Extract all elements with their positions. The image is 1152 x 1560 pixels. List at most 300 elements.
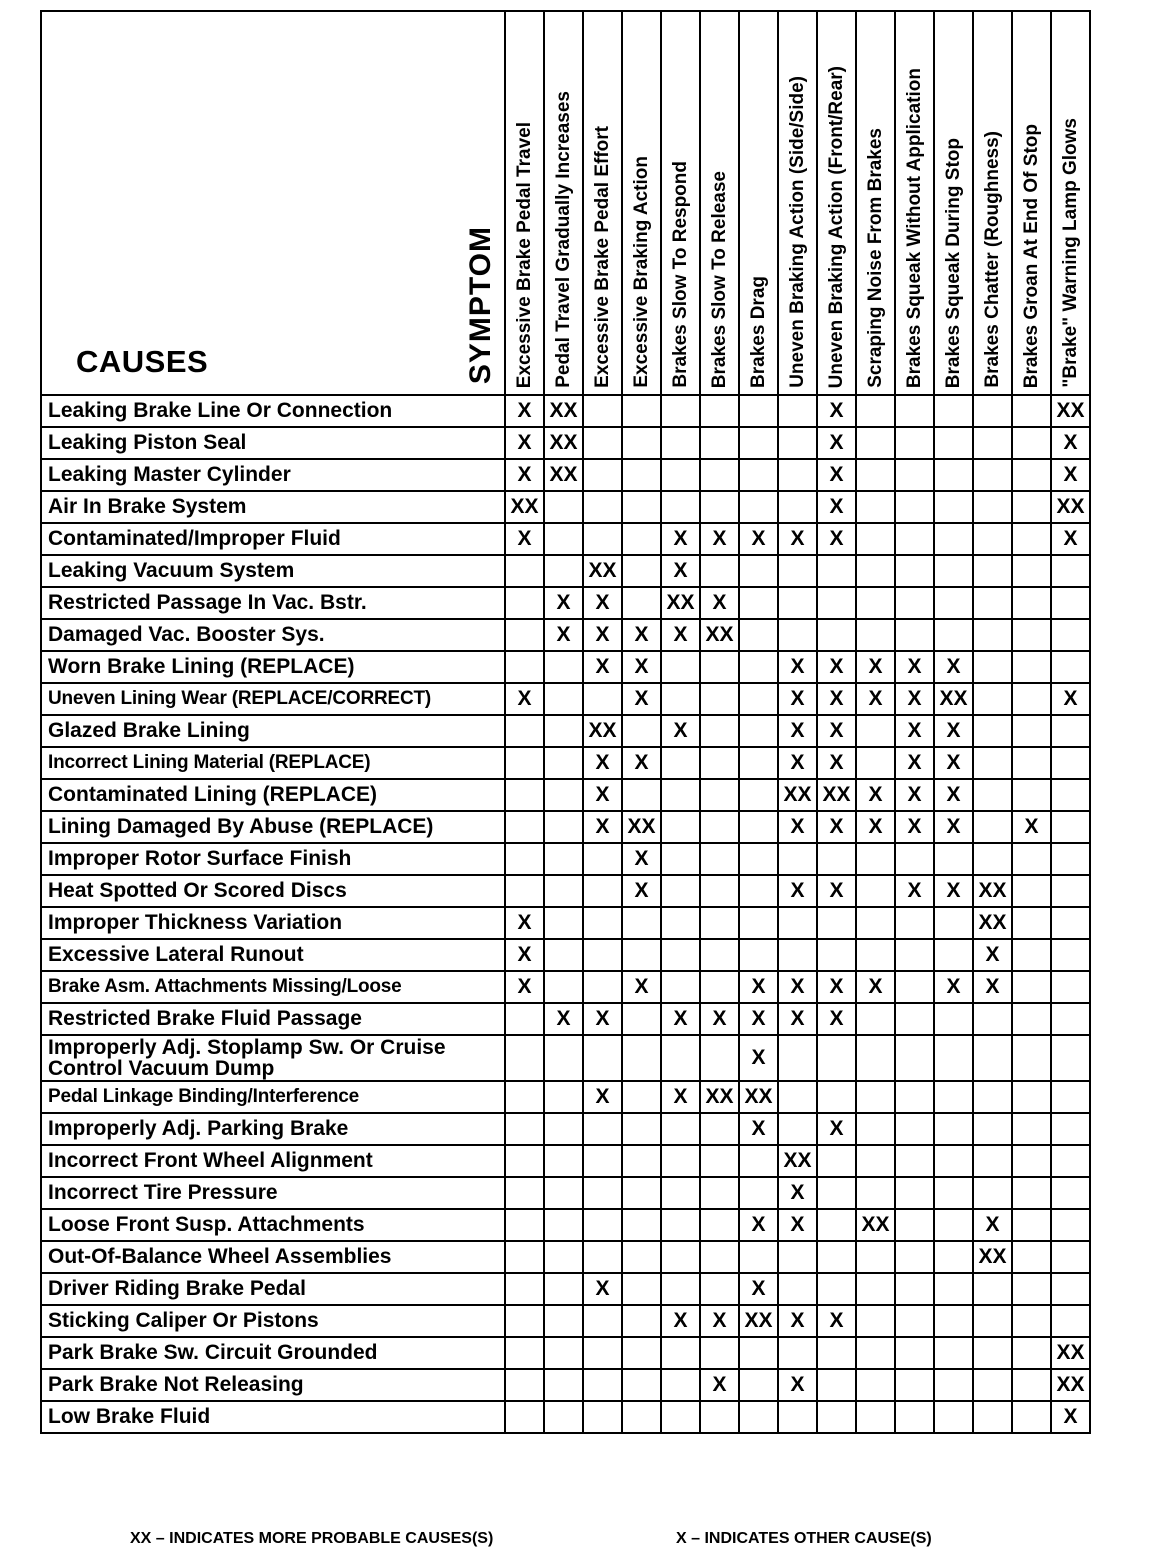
mark-cell [700, 1241, 739, 1273]
mark-cell [934, 555, 973, 587]
mark-cell [700, 843, 739, 875]
mark-cell: X [622, 875, 661, 907]
mark-cell [505, 779, 544, 811]
mark-cell [934, 1145, 973, 1177]
mark-cell [544, 555, 583, 587]
mark-cell: X [700, 523, 739, 555]
mark-cell [622, 907, 661, 939]
mark-cell [778, 1273, 817, 1305]
mark-cell [700, 459, 739, 491]
mark-cell [583, 971, 622, 1003]
cause-label: Sticking Caliper Or Pistons [41, 1305, 505, 1337]
mark-cell [973, 715, 1012, 747]
cause-label: Leaking Piston Seal [41, 427, 505, 459]
mark-cell [700, 683, 739, 715]
mark-cell [934, 1305, 973, 1337]
mark-cell [1051, 971, 1090, 1003]
mark-cell [934, 459, 973, 491]
mark-cell [622, 715, 661, 747]
mark-cell [622, 1035, 661, 1081]
mark-cell [505, 1305, 544, 1337]
symptom-column-header [895, 11, 934, 395]
cause-label: Brake Asm. Attachments Missing/Loose [41, 971, 505, 1003]
mark-cell [661, 811, 700, 843]
mark-cell: X [934, 715, 973, 747]
mark-cell [544, 907, 583, 939]
table-row [41, 683, 1090, 715]
mark-cell [895, 971, 934, 1003]
mark-cell [895, 587, 934, 619]
mark-cell [505, 1113, 544, 1145]
mark-cell [973, 587, 1012, 619]
mark-cell [661, 875, 700, 907]
mark-cell: X [700, 1369, 739, 1401]
mark-cell [739, 1337, 778, 1369]
mark-cell [739, 555, 778, 587]
mark-cell [661, 939, 700, 971]
mark-cell [661, 907, 700, 939]
table-row [41, 651, 1090, 683]
mark-cell [973, 459, 1012, 491]
symptom-column-header [622, 11, 661, 395]
mark-cell: X [661, 619, 700, 651]
mark-cell: XX [1051, 1369, 1090, 1401]
mark-cell [739, 1401, 778, 1433]
table-row [41, 1305, 1090, 1337]
symptom-column-header [739, 11, 778, 395]
mark-cell [544, 1369, 583, 1401]
mark-cell [583, 907, 622, 939]
cause-label: Leaking Vacuum System [41, 555, 505, 587]
mark-cell: XX [739, 1305, 778, 1337]
mark-cell: X [700, 1003, 739, 1035]
cause-label: Worn Brake Lining (REPLACE) [41, 651, 505, 683]
mark-cell [583, 875, 622, 907]
mark-cell [973, 1273, 1012, 1305]
mark-cell [622, 523, 661, 555]
mark-cell: XX [583, 715, 622, 747]
mark-cell: X [778, 747, 817, 779]
table-row [41, 971, 1090, 1003]
symptom-column-header [544, 11, 583, 395]
mark-cell [1012, 395, 1051, 427]
cause-label: Air In Brake System [41, 491, 505, 523]
mark-cell [544, 939, 583, 971]
mark-cell: X [817, 1003, 856, 1035]
mark-cell: X [583, 779, 622, 811]
mark-cell [661, 747, 700, 779]
mark-cell: X [973, 939, 1012, 971]
mark-cell [700, 491, 739, 523]
mark-cell [778, 395, 817, 427]
mark-cell [661, 1273, 700, 1305]
mark-cell [622, 779, 661, 811]
legend-more-probable: XX – INDICATES MORE PROBABLE CAUSES(S) [130, 1530, 494, 1547]
mark-cell [700, 907, 739, 939]
mark-cell [934, 1035, 973, 1081]
mark-cell [973, 619, 1012, 651]
mark-cell [817, 555, 856, 587]
mark-cell [505, 1081, 544, 1113]
mark-cell: X [778, 1369, 817, 1401]
mark-cell [817, 907, 856, 939]
mark-cell [856, 1337, 895, 1369]
mark-cell: X [778, 1177, 817, 1209]
mark-cell [661, 779, 700, 811]
mark-cell [856, 587, 895, 619]
mark-cell [622, 1241, 661, 1273]
mark-cell: X [817, 747, 856, 779]
mark-cell [856, 1273, 895, 1305]
mark-cell: X [544, 587, 583, 619]
cause-label: Incorrect Front Wheel Alignment [41, 1145, 505, 1177]
mark-cell [739, 747, 778, 779]
mark-cell [934, 491, 973, 523]
mark-cell: X [778, 971, 817, 1003]
mark-cell [895, 1177, 934, 1209]
mark-cell [544, 683, 583, 715]
mark-cell [544, 523, 583, 555]
symptom-column-header [778, 11, 817, 395]
mark-cell [973, 1401, 1012, 1433]
mark-cell: X [505, 459, 544, 491]
mark-cell [661, 651, 700, 683]
table-row [41, 587, 1090, 619]
mark-cell [1051, 1145, 1090, 1177]
mark-cell [856, 619, 895, 651]
mark-cell [661, 683, 700, 715]
mark-cell [622, 1003, 661, 1035]
cause-label: Incorrect Tire Pressure [41, 1177, 505, 1209]
mark-cell: X [817, 427, 856, 459]
mark-cell [856, 1003, 895, 1035]
mark-cell [583, 1145, 622, 1177]
mark-cell: XX [973, 875, 1012, 907]
mark-cell [895, 1369, 934, 1401]
mark-cell: X [583, 1003, 622, 1035]
mark-cell [1012, 683, 1051, 715]
mark-cell [661, 1337, 700, 1369]
mark-cell [856, 875, 895, 907]
mark-cell [505, 1401, 544, 1433]
mark-cell [895, 523, 934, 555]
mark-cell [817, 1273, 856, 1305]
symptom-heading: SYMPTOM [464, 225, 497, 384]
mark-cell: X [817, 459, 856, 491]
symptom-label: Excessive Braking Action [630, 156, 652, 388]
mark-cell [544, 1177, 583, 1209]
mark-cell [778, 1113, 817, 1145]
mark-cell [1051, 1209, 1090, 1241]
mark-cell [778, 907, 817, 939]
mark-cell [739, 651, 778, 683]
mark-cell [700, 1273, 739, 1305]
mark-cell: XX [739, 1081, 778, 1113]
mark-cell: X [895, 683, 934, 715]
mark-cell [895, 1035, 934, 1081]
symptom-label: Excessive Brake Pedal Travel [513, 121, 535, 388]
table-row [41, 1003, 1090, 1035]
mark-cell [934, 523, 973, 555]
mark-cell [973, 523, 1012, 555]
table-row [41, 427, 1090, 459]
mark-cell [895, 1113, 934, 1145]
mark-cell [934, 1113, 973, 1145]
table-body [41, 395, 1090, 1433]
mark-cell: X [817, 683, 856, 715]
mark-cell: X [817, 1113, 856, 1145]
mark-cell [778, 1337, 817, 1369]
mark-cell: X [778, 523, 817, 555]
mark-cell [583, 1305, 622, 1337]
mark-cell [544, 1401, 583, 1433]
mark-cell [973, 1145, 1012, 1177]
mark-cell [739, 1145, 778, 1177]
mark-cell [622, 587, 661, 619]
mark-cell [856, 1241, 895, 1273]
mark-cell [739, 1241, 778, 1273]
mark-cell [700, 1035, 739, 1081]
mark-cell [1012, 1401, 1051, 1433]
table-row [41, 1209, 1090, 1241]
symptom-label: Excessive Brake Pedal Effort [591, 126, 613, 388]
mark-cell: X [934, 971, 973, 1003]
table-row [41, 523, 1090, 555]
mark-cell: X [817, 875, 856, 907]
mark-cell [661, 971, 700, 1003]
mark-cell: X [505, 395, 544, 427]
cause-label: Pedal Linkage Binding/Interference [41, 1081, 505, 1113]
cause-label: Restricted Brake Fluid Passage [41, 1003, 505, 1035]
table-row [41, 491, 1090, 523]
mark-cell: X [817, 395, 856, 427]
mark-cell [1051, 843, 1090, 875]
table-row [41, 1081, 1090, 1113]
mark-cell [778, 619, 817, 651]
mark-cell [700, 1113, 739, 1145]
mark-cell [817, 1035, 856, 1081]
mark-cell [856, 715, 895, 747]
mark-cell [895, 1081, 934, 1113]
mark-cell: X [895, 811, 934, 843]
mark-cell: X [622, 619, 661, 651]
mark-cell [1012, 1113, 1051, 1145]
cause-label: Improper Thickness Variation [41, 907, 505, 939]
mark-cell [856, 747, 895, 779]
symptom-label: Brakes Drag [747, 276, 769, 388]
mark-cell: X [505, 939, 544, 971]
table-row [41, 1035, 1090, 1081]
mark-cell [1012, 747, 1051, 779]
mark-cell: XX [544, 427, 583, 459]
cause-label: Out-Of-Balance Wheel Assemblies [41, 1241, 505, 1273]
mark-cell [1012, 427, 1051, 459]
mark-cell [544, 1241, 583, 1273]
mark-cell [778, 939, 817, 971]
table-row [41, 747, 1090, 779]
mark-cell [1012, 1305, 1051, 1337]
mark-cell [505, 1035, 544, 1081]
mark-cell [856, 939, 895, 971]
mark-cell [895, 395, 934, 427]
mark-cell: X [817, 491, 856, 523]
mark-cell [583, 1035, 622, 1081]
cause-symptom-table [40, 10, 1091, 1434]
mark-cell [934, 907, 973, 939]
symptom-label: "Brake" Warning Lamp Glows [1059, 118, 1081, 388]
mark-cell: XX [700, 1081, 739, 1113]
mark-cell: X [856, 779, 895, 811]
mark-cell [934, 1401, 973, 1433]
mark-cell [544, 1081, 583, 1113]
mark-cell [583, 427, 622, 459]
mark-cell [544, 843, 583, 875]
mark-cell: X [934, 651, 973, 683]
mark-cell [778, 491, 817, 523]
mark-cell [817, 1177, 856, 1209]
mark-cell: X [895, 875, 934, 907]
mark-cell [856, 459, 895, 491]
mark-cell [1051, 619, 1090, 651]
mark-cell: X [622, 971, 661, 1003]
mark-cell [622, 491, 661, 523]
mark-cell: X [700, 587, 739, 619]
mark-cell: X [505, 523, 544, 555]
cause-label: Damaged Vac. Booster Sys. [41, 619, 505, 651]
mark-cell [1012, 459, 1051, 491]
cause-label: Excessive Lateral Runout [41, 939, 505, 971]
mark-cell: X [817, 811, 856, 843]
mark-cell [856, 555, 895, 587]
cause-label: Loose Front Susp. Attachments [41, 1209, 505, 1241]
mark-cell [778, 587, 817, 619]
mark-cell [1051, 715, 1090, 747]
mark-cell [739, 491, 778, 523]
mark-cell [934, 619, 973, 651]
mark-cell [622, 1081, 661, 1113]
mark-cell: X [778, 1305, 817, 1337]
mark-cell [700, 1145, 739, 1177]
mark-cell [895, 1209, 934, 1241]
mark-cell [1012, 587, 1051, 619]
cause-label: Heat Spotted Or Scored Discs [41, 875, 505, 907]
mark-cell [700, 811, 739, 843]
mark-cell [973, 1081, 1012, 1113]
mark-cell [1051, 1273, 1090, 1305]
mark-cell [583, 939, 622, 971]
mark-cell: X [505, 683, 544, 715]
mark-cell [700, 747, 739, 779]
table-row [41, 1401, 1090, 1433]
cause-label: Driver Riding Brake Pedal [41, 1273, 505, 1305]
mark-cell [700, 875, 739, 907]
mark-cell [622, 1177, 661, 1209]
table-row [41, 459, 1090, 491]
mark-cell [895, 1145, 934, 1177]
mark-cell [700, 939, 739, 971]
mark-cell [856, 491, 895, 523]
mark-cell: X [739, 971, 778, 1003]
cause-label: Incorrect Lining Material (REPLACE) [41, 747, 505, 779]
mark-cell [1051, 1113, 1090, 1145]
mark-cell [583, 1401, 622, 1433]
mark-cell [739, 939, 778, 971]
mark-cell [895, 1305, 934, 1337]
mark-cell [1051, 1241, 1090, 1273]
mark-cell: XX [622, 811, 661, 843]
mark-cell: X [661, 1081, 700, 1113]
mark-cell [895, 1241, 934, 1273]
mark-cell [622, 555, 661, 587]
mark-cell [856, 1369, 895, 1401]
mark-cell [895, 1273, 934, 1305]
mark-cell [739, 811, 778, 843]
mark-cell [778, 427, 817, 459]
mark-cell [739, 1369, 778, 1401]
mark-cell [622, 1209, 661, 1241]
mark-cell [856, 523, 895, 555]
mark-cell: X [778, 651, 817, 683]
mark-cell: X [817, 1305, 856, 1337]
mark-cell [583, 459, 622, 491]
mark-cell [661, 1241, 700, 1273]
mark-cell [973, 1177, 1012, 1209]
mark-cell [700, 715, 739, 747]
symptom-label: Scraping Noise From Brakes [864, 128, 886, 388]
mark-cell [1051, 939, 1090, 971]
mark-cell [856, 1113, 895, 1145]
mark-cell [1012, 907, 1051, 939]
mark-cell [1012, 523, 1051, 555]
mark-cell [622, 1401, 661, 1433]
mark-cell: X [895, 779, 934, 811]
mark-cell: XX [700, 619, 739, 651]
mark-cell: XX [1051, 491, 1090, 523]
table-row [41, 875, 1090, 907]
mark-cell [622, 395, 661, 427]
table-row [41, 395, 1090, 427]
mark-cell: X [895, 651, 934, 683]
header-row [41, 11, 1090, 395]
mark-cell [856, 1145, 895, 1177]
mark-cell [544, 1273, 583, 1305]
mark-cell [622, 1337, 661, 1369]
mark-cell [739, 1177, 778, 1209]
symptom-column-header [856, 11, 895, 395]
mark-cell: X [817, 715, 856, 747]
mark-cell [739, 459, 778, 491]
mark-cell: X [778, 1003, 817, 1035]
mark-cell: X [544, 619, 583, 651]
table-row [41, 1273, 1090, 1305]
mark-cell: XX [1051, 1337, 1090, 1369]
mark-cell [1012, 875, 1051, 907]
mark-cell [622, 1369, 661, 1401]
mark-cell: X [739, 523, 778, 555]
mark-cell [1012, 1035, 1051, 1081]
mark-cell [622, 1305, 661, 1337]
symptom-label: Brakes Slow To Respond [669, 161, 691, 388]
table-row [41, 555, 1090, 587]
mark-cell: X [934, 811, 973, 843]
mark-cell [1051, 651, 1090, 683]
mark-cell [505, 843, 544, 875]
mark-cell [895, 427, 934, 459]
symptom-column-header [1012, 11, 1051, 395]
mark-cell: X [583, 1273, 622, 1305]
mark-cell [700, 779, 739, 811]
mark-cell [1012, 779, 1051, 811]
